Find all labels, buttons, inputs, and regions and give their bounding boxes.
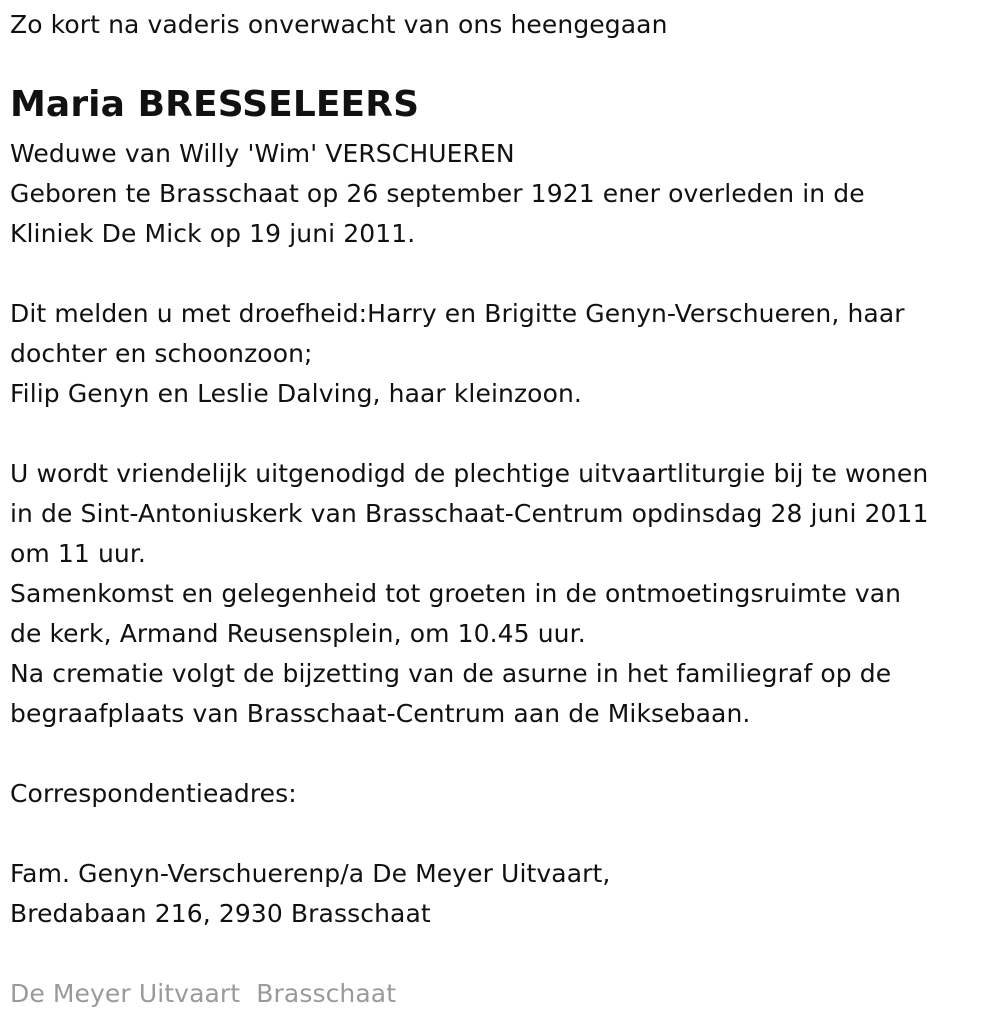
mourners-line: Filip Genyn en Leslie Dalving, haar kleinzoon.	[10, 379, 582, 408]
detail-line: Weduwe van Willy 'Wim' VERSCHUEREN	[10, 139, 515, 168]
ceremony-line: de kerk, Armand Reusensplein, om 10.45 uur.	[10, 619, 586, 648]
mourners-line: dochter en schoonzoon;	[10, 339, 313, 368]
mourners-line: Dit melden u met droefheid:Harry en Brigitte Genyn-Verschueren, haar	[10, 299, 905, 328]
ceremony-line: Samenkomst en gelegenheid tot groeten in de ontmoetingsruimte van	[10, 579, 902, 608]
address-line: Fam. Genyn-Verschuerenp/a De Meyer Uitvaart,	[10, 859, 611, 888]
detail-line: Geboren te Brasschaat op 26 september 1921 ener overleden in de	[10, 179, 865, 208]
deceased-name: Maria BRESSELEERS	[10, 84, 420, 125]
ceremony-line: om 11 uur.	[10, 539, 146, 568]
ceremony-line: U wordt vriendelijk uitgenodigd de plechtige uitvaartliturgie bij te wonen	[10, 459, 929, 488]
detail-line: Kliniek De Mick op 19 juni 2011.	[10, 219, 416, 248]
correspondence-label: Correspondentieadres:	[10, 779, 297, 808]
ceremony-line: Na crematie volgt de bijzetting van de asurne in het familiegraf op de	[10, 659, 892, 688]
intro-text: Zo kort na vaderis onverwacht van ons heengegaan	[10, 10, 668, 39]
ceremony-line: in de Sint-Antoniuskerk van Brasschaat-Centrum opdinsdag 28 juni 2011	[10, 499, 929, 528]
ceremony-line: begraafplaats van Brasschaat-Centrum aan de Miksebaan.	[10, 699, 751, 728]
address-line: Bredabaan 216, 2930 Brasschaat	[10, 899, 431, 928]
footer-source: De Meyer Uitvaart Brasschaat	[10, 979, 397, 1008]
